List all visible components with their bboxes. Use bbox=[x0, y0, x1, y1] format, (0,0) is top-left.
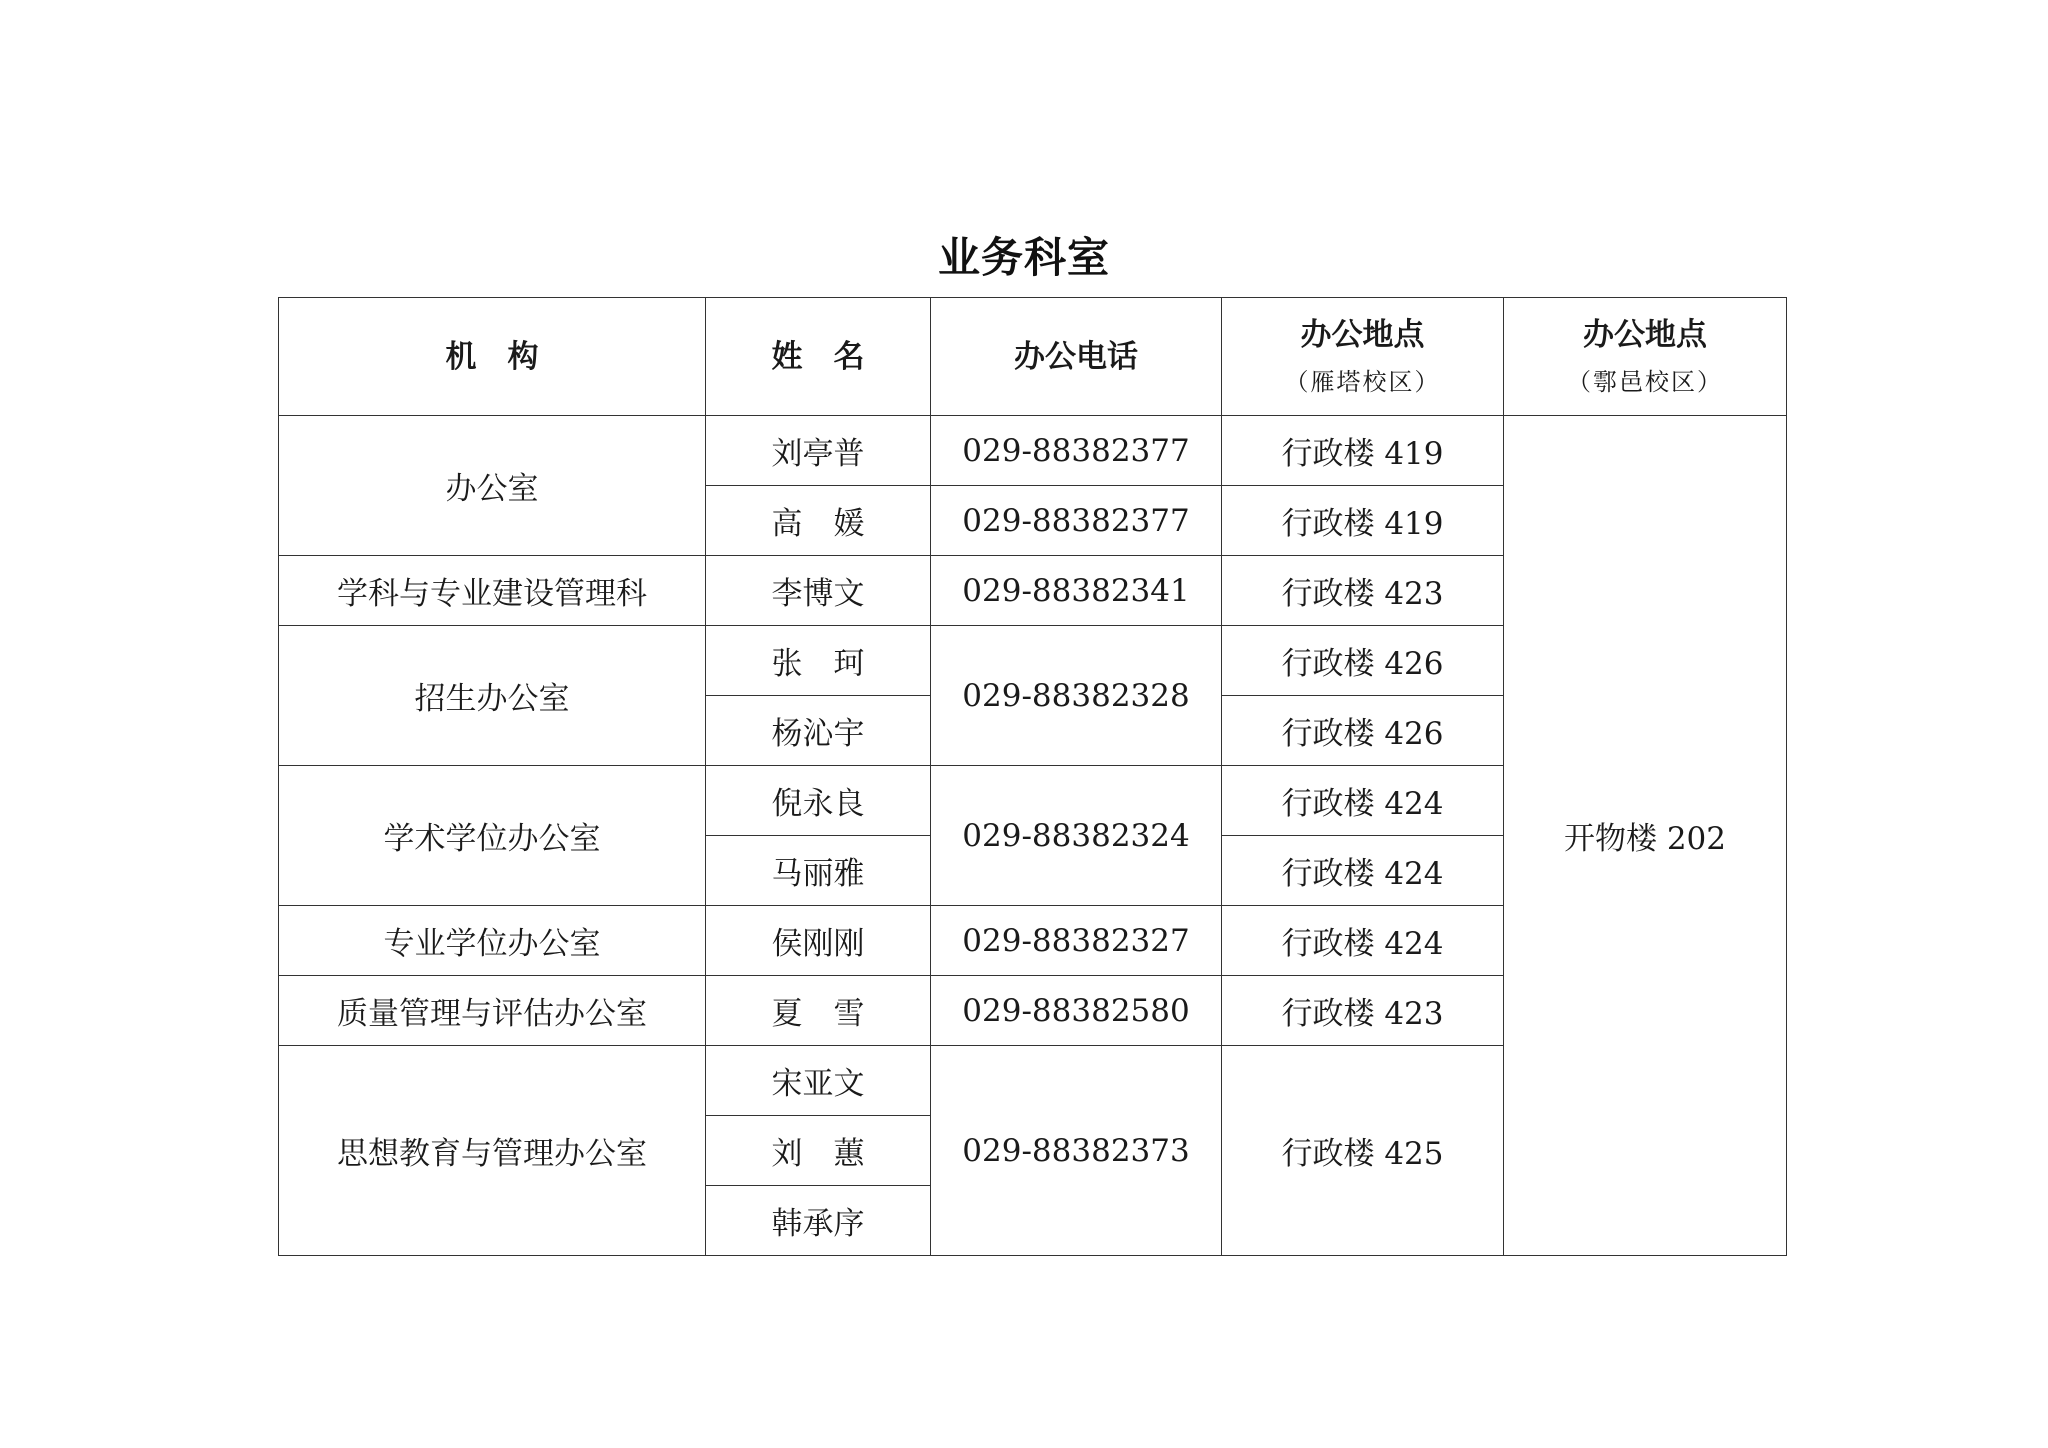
phone-cell: 029-88382580 bbox=[931, 976, 1222, 1046]
header-location-yanta-campus: （雁塔校区） bbox=[1284, 367, 1441, 396]
name-cell: 李博文 bbox=[706, 556, 931, 626]
phone-cell: 029-88382377 bbox=[931, 416, 1222, 486]
phone-cell: 029-88382341 bbox=[931, 556, 1222, 626]
name-cell: 高 媛 bbox=[706, 486, 931, 556]
table-row bbox=[279, 416, 1787, 486]
phone-cell: 029-88382373 bbox=[931, 1046, 1222, 1256]
org-cell: 招生办公室 bbox=[279, 626, 706, 766]
org-cell: 质量管理与评估办公室 bbox=[279, 976, 706, 1046]
name-cell: 韩承序 bbox=[706, 1186, 931, 1256]
location-cell: 行政楼 424 bbox=[1222, 906, 1504, 976]
location-cell: 行政楼 419 bbox=[1222, 416, 1504, 486]
org-cell: 办公室 bbox=[279, 416, 706, 556]
name-cell: 夏 雪 bbox=[706, 976, 931, 1046]
name-cell: 倪永良 bbox=[706, 766, 931, 836]
header-row bbox=[279, 298, 1787, 416]
header-location-yanta bbox=[1222, 298, 1504, 416]
header-location-huyi-label: 办公地点 bbox=[1583, 316, 1707, 353]
location-cell: 行政楼 423 bbox=[1222, 556, 1504, 626]
header-location-huyi-campus: （鄠邑校区） bbox=[1567, 367, 1723, 396]
location-cell: 行政楼 423 bbox=[1222, 976, 1504, 1046]
header-location-yanta-label: 办公地点 bbox=[1300, 316, 1425, 353]
phone-cell: 029-88382377 bbox=[931, 486, 1222, 556]
header-name: 姓 名 bbox=[706, 298, 931, 416]
header-phone: 办公电话 bbox=[931, 298, 1222, 416]
header-location-huyi bbox=[1504, 298, 1787, 416]
contact-table bbox=[278, 297, 1787, 1256]
phone-cell: 029-88382328 bbox=[931, 626, 1222, 766]
org-cell: 学科与专业建设管理科 bbox=[279, 556, 706, 626]
name-cell: 刘亭普 bbox=[706, 416, 931, 486]
header-org: 机 构 bbox=[279, 298, 706, 416]
name-cell: 张 珂 bbox=[706, 626, 931, 696]
phone-cell: 029-88382324 bbox=[931, 766, 1222, 906]
location-cell: 行政楼 425 bbox=[1222, 1046, 1504, 1256]
org-cell: 思想教育与管理办公室 bbox=[279, 1046, 706, 1256]
location-cell: 行政楼 424 bbox=[1222, 766, 1504, 836]
location-cell: 行政楼 426 bbox=[1222, 626, 1504, 696]
phone-cell: 029-88382327 bbox=[931, 906, 1222, 976]
page-title: 业务科室 bbox=[937, 233, 1110, 282]
name-cell: 侯刚刚 bbox=[706, 906, 931, 976]
name-cell: 宋亚文 bbox=[706, 1046, 931, 1116]
huyi-location-cell: 开物楼 202 bbox=[1504, 416, 1787, 1256]
org-cell: 专业学位办公室 bbox=[279, 906, 706, 976]
name-cell: 马丽雅 bbox=[706, 836, 931, 906]
location-cell: 行政楼 419 bbox=[1222, 486, 1504, 556]
org-cell: 学术学位办公室 bbox=[279, 766, 706, 906]
location-cell: 行政楼 426 bbox=[1222, 696, 1504, 766]
name-cell: 杨沁宇 bbox=[706, 696, 931, 766]
location-cell: 行政楼 424 bbox=[1222, 836, 1504, 906]
name-cell: 刘 蕙 bbox=[706, 1116, 931, 1186]
